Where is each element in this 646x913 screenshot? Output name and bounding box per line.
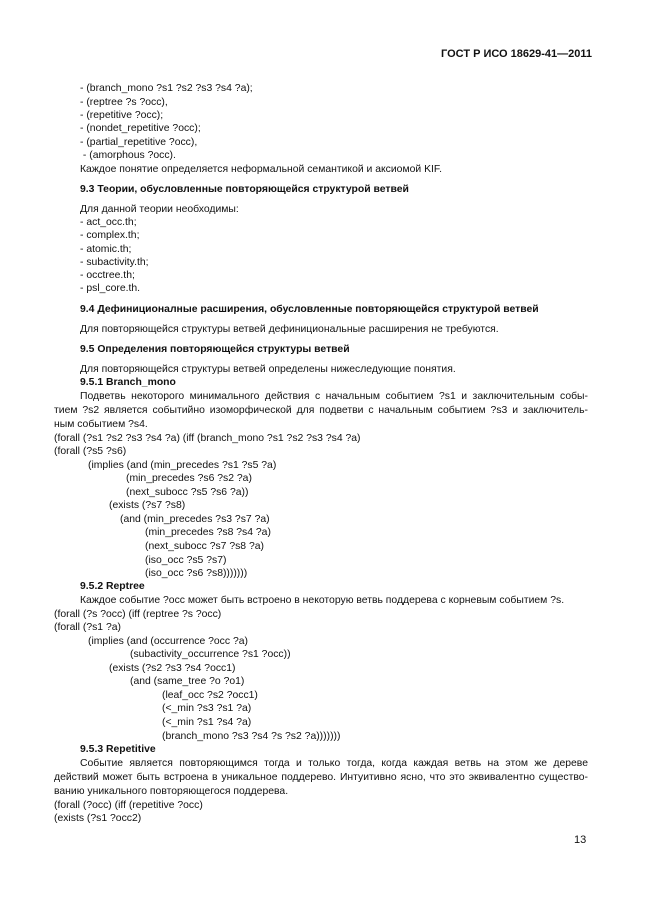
paragraph-line: ным событием ?s4. [54,419,148,430]
kif-line: (implies (and (occurrence ?occ ?a) [88,636,248,647]
page-number: 13 [574,834,587,846]
kif-line: (min_precedes ?s8 ?s4 ?a) [145,527,271,538]
list-item: - atomic.th; [80,244,132,255]
standard-header: ГОСТ Р ИСО 18629-41—2011 [441,48,593,60]
subsection-heading: 9.5.1 Branch_mono [80,377,176,388]
list-item: - subactivity.th; [80,257,149,268]
kif-line: (min_precedes ?s6 ?s2 ?a) [126,473,252,484]
paragraph: Для повторяющейся структуры ветвей дефинициональные расширения не требуются. [80,324,499,335]
kif-line: (iso_occ ?s6 ?s8))))))) [145,568,248,579]
kif-line: (forall (?s5 ?s6) [54,446,127,457]
list-item: - (nondet_repetitive ?occ); [80,123,201,134]
section-heading: 9.4 Дефиниционалные расширения, обусловленные повторяющейся структурой ветвей [80,304,539,315]
list-item: - complex.th; [80,230,140,241]
kif-line: (forall (?occ) (iff (repetitive ?occ) [54,800,203,811]
kif-line: (implies (and (min_precedes ?s1 ?s5 ?a) [88,460,277,471]
list-item: - (partial_repetitive ?occ), [80,137,198,148]
kif-line: (forall (?s ?occ) (iff (reptree ?s ?occ) [54,609,222,620]
list-item: - (reptree ?s ?occ), [80,97,168,108]
kif-line: (and (same_tree ?o ?o1) [130,676,245,687]
paragraph-line: Событие является повторяющимся тогда и только тогда, когда каждая ветвь на этом же дереве [80,758,588,769]
kif-line: (exists (?s2 ?s3 ?s4 ?occ1) [109,663,236,674]
paragraph: Каждое понятие определяется неформальной семантикой и аксиомой KIF. [80,164,442,175]
paragraph-line: ванию уникального повторяющегося поддерева. [54,786,289,797]
kif-line: (next_subocc ?s5 ?s6 ?a)) [126,487,249,498]
kif-line: (next_subocc ?s7 ?s8 ?a) [145,541,264,552]
kif-line: (<_min ?s1 ?s4 ?a) [162,717,252,728]
paragraph-line: Подветвь некоторого минимального действия с начальным событием ?s1 и заключительным собы- [80,391,588,402]
list-item: - occtree.th; [80,270,135,281]
paragraph: Для повторяющейся структуры ветвей определены нижеследующие понятия. [80,364,456,375]
kif-line: (forall (?s1 ?s2 ?s3 ?s4 ?a) (iff (branch_mono ?s1 ?s2 ?s3 ?s4 ?a) [54,433,361,444]
list-item: - act_occ.th; [80,217,137,228]
paragraph: Для данной теории необходимы: [80,204,239,215]
subsection-heading: 9.5.2 Reptree [80,581,145,592]
list-item: - (amorphous ?occ). [80,150,176,161]
kif-line: (and (min_precedes ?s3 ?s7 ?a) [120,514,270,525]
paragraph-line: тием ?s2 является событийно изоморфической для подветви с начальным событием ?s3 и заключитель- [54,405,588,416]
kif-line: (subactivity_occurrence ?s1 ?occ)) [130,649,291,660]
kif-line: (exists (?s1 ?occ2) [54,813,142,824]
list-item: - (branch_mono ?s1 ?s2 ?s3 ?s4 ?a); [80,83,253,94]
paragraph: Каждое событие ?occ может быть встроено в некоторую ветвь поддерева с корневым событием ?s. [80,595,565,606]
list-item: - (repetitive ?occ); [80,110,164,121]
list-item: - psl_core.th. [80,283,141,294]
section-heading: 9.5 Определения повторяющейся структуры ветвей [80,344,350,355]
kif-line: (leaf_occ ?s2 ?occ1) [162,690,258,701]
paragraph-line: действий может быть встроена в уникальное поддерево. Интуитивно ясно, что это эквивалентно существо- [54,772,588,783]
kif-line: (exists (?s7 ?s8) [109,500,186,511]
section-heading: 9.3 Теории, обусловленные повторяющейся структурой ветвей [80,184,409,195]
kif-line: (forall (?s1 ?a) [54,622,121,633]
subsection-heading: 9.5.3 Repetitive [80,744,156,755]
kif-line: (<_min ?s3 ?s1 ?a) [162,703,252,714]
kif-line: (iso_occ ?s5 ?s7) [145,555,227,566]
kif-line: (branch_mono ?s3 ?s4 ?s ?s2 ?a))))))) [162,731,341,742]
